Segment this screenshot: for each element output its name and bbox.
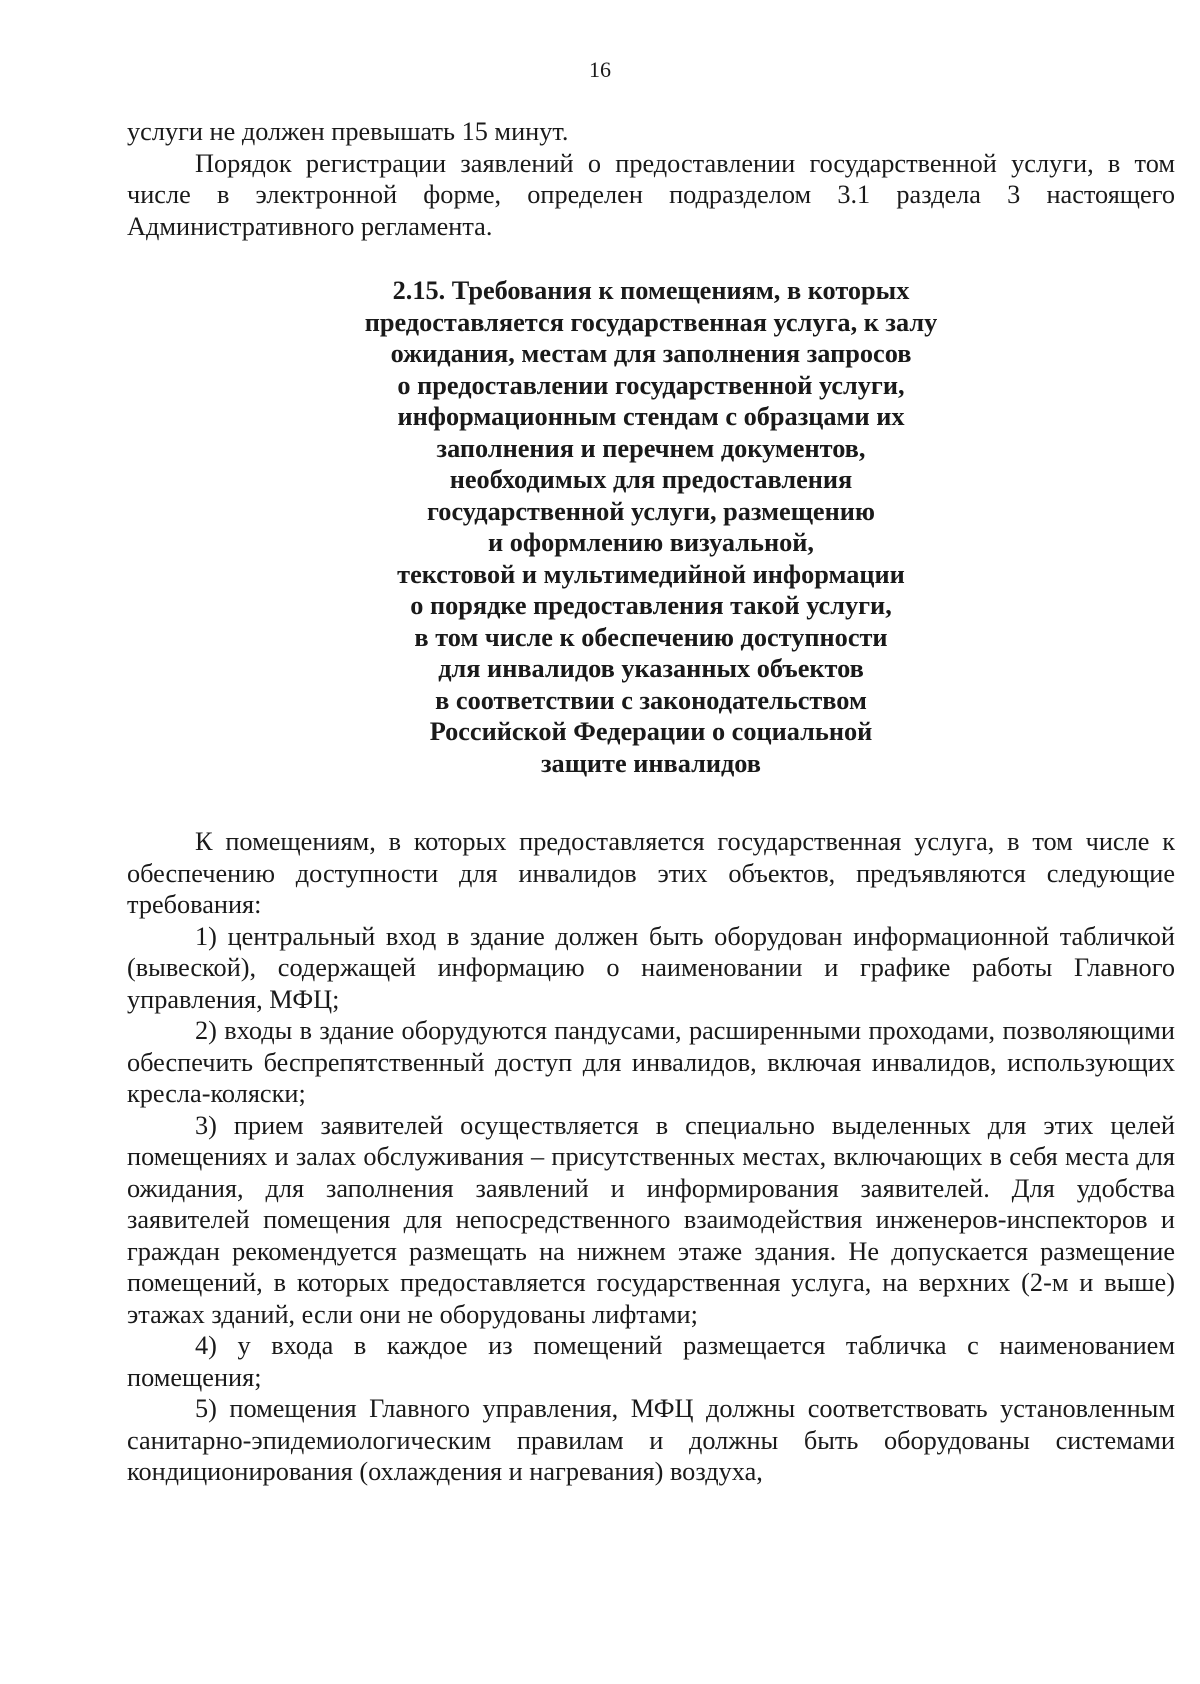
- heading-line: в соответствии с законодательством: [435, 685, 867, 715]
- page-number: 16: [589, 57, 611, 82]
- heading-line: и оформлению визуальной,: [488, 528, 814, 557]
- heading-line: для инвалидов указанных объектов: [438, 654, 864, 683]
- heading-line: в том числе к обеспечению доступности: [414, 622, 888, 652]
- heading-line: защите инвалидов: [540, 748, 762, 778]
- heading-line: о предоставлении государственной услуги,: [397, 370, 905, 400]
- paragraph-continuation: услуги не должен превышать 15 минут.: [127, 117, 569, 146]
- heading-line: текстовой и мультимедийной информации: [397, 559, 905, 589]
- heading-line: государственной услуги, размещению: [427, 496, 875, 526]
- section-heading-2-15: [127, 275, 1175, 779]
- heading-line: предоставляется государственная услуга, к залу: [364, 307, 938, 337]
- heading-line: необходимых для предоставления: [449, 465, 853, 494]
- heading-line: 2.15. Требования к помещениям, в которых: [392, 276, 910, 305]
- paragraph-registration-order: Порядок регистрации заявлений о предоставлении государственной услуги, в том числе в электронной форме, определен подразделом 3.1 раздела 3 настоящего Административного регламента.: [127, 148, 1175, 241]
- list-item-4: 4) у входа в каждое из помещений размещается табличка с наименованием помещения;: [127, 1331, 1175, 1392]
- heading-line: Российской Федерации о социальной: [429, 717, 873, 746]
- list-item-2: 2) входы в здание оборудуются пандусами, расширенными проходами, позволяющими обеспечить беспрепятственный доступ для инвалидов, включая инвалидов, использующих кресла-коляски;: [127, 1016, 1175, 1108]
- heading-line: ожидания, местам для заполнения запросов: [390, 339, 912, 368]
- heading-line: заполнения и перечнем документов,: [436, 433, 866, 463]
- paragraph-requirements-intro: К помещениям, в которых предоставляется государственная услуга, в том числе к обеспечению доступности для инвалидов этих объектов, предъявляются следующие требования:: [127, 827, 1175, 919]
- list-item-1: 1) центральный вход в здание должен быть оборудован информационной табличкой (вывеской), содержащей информацию о наименовании и графике работы Главного управления, МФЦ;: [127, 921, 1175, 1014]
- heading-line: информационным стендам с образцами их: [397, 402, 905, 431]
- list-item-5: 5) помещения Главного управления, МФЦ должны соответствовать установленным санитарно-эпидемиологическим правилам и должны быть оборудованы системами кондиционирования (охлаждения и нагревания) воздуха,: [127, 1394, 1175, 1486]
- heading-line: о порядке предоставления такой услуги,: [410, 591, 892, 620]
- document-body: [127, 116, 1175, 1488]
- list-item-3: 3) прием заявителей осуществляется в специально выделенных для этих целей помещениях и залах обслуживания – присутственных местах, включающих в себя места для ожидания, для заполнения заявлений и информирования заявителей. Для удобства заявителей помещения для непосредственного взаимодействия инженеров-инспекторов и граждан рекомендуется размещать на нижнем этаже здания. Не допускается размещение помещений, в которых предоставляется государственная услуга, на верхних (2-м и выше) этажах зданий, если они не оборудованы лифтами;: [127, 1110, 1175, 1329]
